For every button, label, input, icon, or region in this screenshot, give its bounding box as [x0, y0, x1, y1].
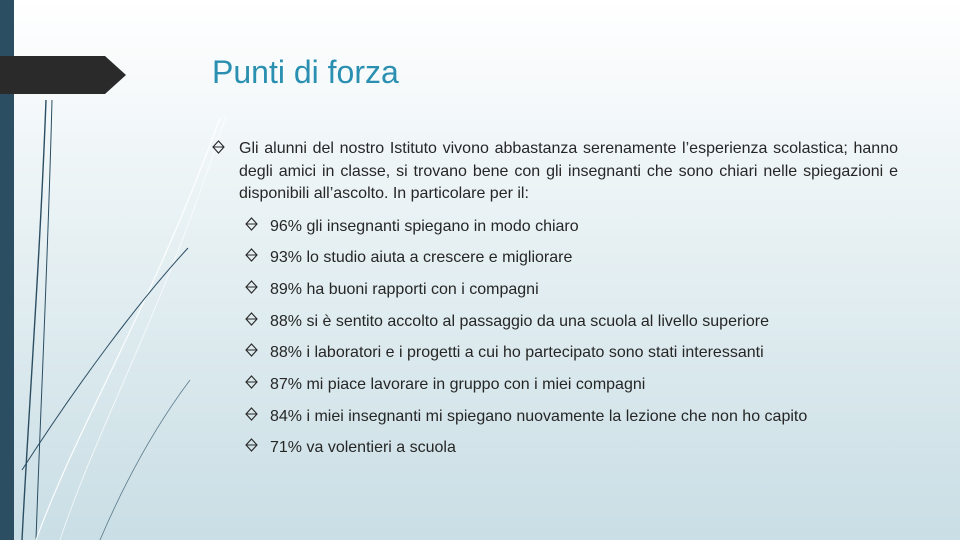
slide-body	[212, 138, 898, 469]
diamond-bullet-icon	[245, 407, 258, 421]
intro-paragraph	[212, 138, 898, 206]
intro-text: Gli alunni del nostro Istituto vivono abbastanza serenamente l’esperienza scolastica; hanno degli amici in classe, si trovano bene con gli insegnanti che sono chiari nelle spiegazioni e disponibili all’ascolto. In particolare per il:	[239, 140, 898, 202]
diamond-bullet-icon	[212, 140, 225, 154]
list-item-text: 87% mi piace lavorare in gruppo con i miei compagni	[270, 375, 646, 393]
slide-title: Punti di forza	[212, 54, 399, 90]
diamond-bullet-icon	[245, 280, 258, 294]
list-item	[245, 247, 898, 279]
list-item	[245, 374, 898, 406]
list-item-text: 71% va volentieri a scuola	[270, 439, 456, 457]
list-item	[245, 279, 898, 311]
diamond-bullet-icon	[245, 312, 258, 326]
strengths-list	[212, 216, 898, 470]
list-item	[245, 216, 898, 248]
diamond-bullet-icon	[245, 248, 258, 262]
list-item-text: 93% lo studio aiuta a crescere e migliorare	[270, 249, 573, 267]
diamond-bullet-icon	[245, 438, 258, 452]
list-item-text: 96% gli insegnanti spiegano in modo chiaro	[270, 217, 579, 235]
list-item-text: 89% ha buoni rapporti con i compagni	[270, 280, 539, 298]
list-item-text: 88% si è sentito accolto al passaggio da una scuola al livello superiore	[270, 312, 769, 330]
diamond-bullet-icon	[245, 343, 258, 357]
list-item	[245, 437, 898, 469]
diamond-bullet-icon	[245, 217, 258, 231]
diamond-bullet-icon	[245, 375, 258, 389]
list-item-text: 88% i laboratori e i progetti a cui ho partecipato sono stati interessanti	[270, 344, 764, 362]
list-item	[245, 406, 898, 438]
list-item-text: 84% i miei insegnanti mi spiegano nuovamente la lezione che non ho capito	[270, 407, 808, 425]
list-item	[245, 342, 898, 374]
decorative-lines	[0, 0, 240, 540]
list-item	[245, 311, 898, 343]
